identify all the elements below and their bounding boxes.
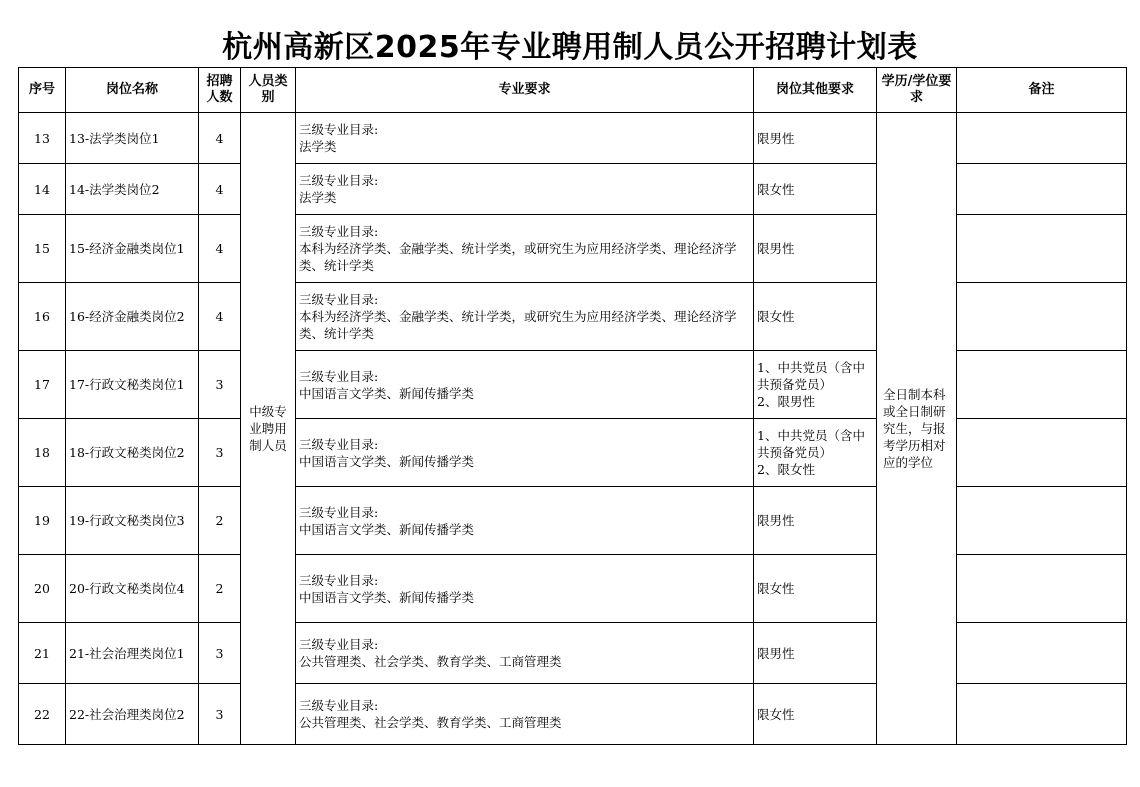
cell-count: 3 (199, 351, 241, 419)
cell-remark (957, 283, 1127, 351)
cell-major: 三级专业目录: 公共管理类、社会学类、教育学类、工商管理类 (296, 684, 754, 745)
table-header-row (19, 68, 1127, 113)
cell-post: 17-行政文秘类岗位1 (66, 351, 199, 419)
cell-count: 2 (199, 555, 241, 623)
table-row (19, 419, 1127, 487)
cell-seq: 13 (19, 113, 66, 164)
table-row (19, 164, 1127, 215)
cell-major: 三级专业目录: 中国语言文学类、新闻传播学类 (296, 419, 754, 487)
cell-count: 4 (199, 164, 241, 215)
page-title: 杭州高新区2025年专业聘用制人员公开招聘计划表 (222, 30, 918, 65)
table-row (19, 113, 1127, 164)
cell-seq: 14 (19, 164, 66, 215)
cell-count: 3 (199, 419, 241, 487)
cell-seq: 19 (19, 487, 66, 555)
cell-remark (957, 113, 1127, 164)
cell-post: 14-法学类岗位2 (66, 164, 199, 215)
cell-edu: 全日制本科或全日制研究生，与报考学历相对应的学位 (877, 113, 957, 745)
cell-major: 三级专业目录: 中国语言文学类、新闻传播学类 (296, 555, 754, 623)
cell-other: 限女性 (754, 283, 877, 351)
cell-other: 限女性 (754, 684, 877, 745)
cell-post: 13-法学类岗位1 (66, 113, 199, 164)
cell-seq: 17 (19, 351, 66, 419)
cell-remark (957, 351, 1127, 419)
cell-other: 限女性 (754, 555, 877, 623)
cell-seq: 22 (19, 684, 66, 745)
table-row (19, 623, 1127, 684)
cell-remark (957, 623, 1127, 684)
cell-post: 16-经济金融类岗位2 (66, 283, 199, 351)
cell-count: 3 (199, 684, 241, 745)
header-seq: 序号 (19, 68, 66, 113)
cell-other: 1、中共党员（含中共预备党员） 2、限女性 (754, 419, 877, 487)
cell-other: 限男性 (754, 487, 877, 555)
header-count: 招聘人数 (199, 68, 241, 113)
cell-post: 19-行政文秘类岗位3 (66, 487, 199, 555)
table-row (19, 487, 1127, 555)
cell-post: 21-社会治理类岗位1 (66, 623, 199, 684)
recruitment-plan-table (18, 67, 1127, 745)
cell-count: 3 (199, 623, 241, 684)
cell-count: 4 (199, 113, 241, 164)
cell-major: 三级专业目录: 法学类 (296, 113, 754, 164)
cell-remark (957, 419, 1127, 487)
cell-other: 限女性 (754, 164, 877, 215)
table-row (19, 555, 1127, 623)
header-major: 专业要求 (296, 68, 754, 113)
cell-major: 三级专业目录: 本科为经济学类、金融学类、统计学类，或研究生为应用经济学类、理论经济学类、统计学类 (296, 283, 754, 351)
cell-count: 4 (199, 283, 241, 351)
cell-post: 18-行政文秘类岗位2 (66, 419, 199, 487)
header-post: 岗位名称 (66, 68, 199, 113)
table-row (19, 351, 1127, 419)
cell-category: 中级专业聘用制人员 (241, 113, 296, 745)
cell-major: 三级专业目录: 公共管理类、社会学类、教育学类、工商管理类 (296, 623, 754, 684)
cell-remark (957, 215, 1127, 283)
cell-post: 20-行政文秘类岗位4 (66, 555, 199, 623)
header-remark: 备注 (957, 68, 1127, 113)
table-row (19, 684, 1127, 745)
cell-other: 限男性 (754, 215, 877, 283)
cell-count: 4 (199, 215, 241, 283)
cell-count: 2 (199, 487, 241, 555)
table-row (19, 215, 1127, 283)
cell-other: 1、中共党员（含中共预备党员） 2、限男性 (754, 351, 877, 419)
cell-seq: 21 (19, 623, 66, 684)
cell-seq: 15 (19, 215, 66, 283)
cell-seq: 20 (19, 555, 66, 623)
header-other: 岗位其他要求 (754, 68, 877, 113)
cell-remark (957, 555, 1127, 623)
cell-major: 三级专业目录: 中国语言文学类、新闻传播学类 (296, 487, 754, 555)
cell-major: 三级专业目录: 本科为经济学类、金融学类、统计学类，或研究生为应用经济学类、理论经济学类、统计学类 (296, 215, 754, 283)
header-category: 人员类别 (241, 68, 296, 113)
cell-major: 三级专业目录: 中国语言文学类、新闻传播学类 (296, 351, 754, 419)
cell-post: 22-社会治理类岗位2 (66, 684, 199, 745)
cell-other: 限男性 (754, 113, 877, 164)
cell-remark (957, 164, 1127, 215)
table-row (19, 283, 1127, 351)
cell-major: 三级专业目录: 法学类 (296, 164, 754, 215)
cell-seq: 16 (19, 283, 66, 351)
header-edu: 学历/学位要求 (877, 68, 957, 113)
cell-other: 限男性 (754, 623, 877, 684)
cell-seq: 18 (19, 419, 66, 487)
cell-remark (957, 684, 1127, 745)
cell-post: 15-经济金融类岗位1 (66, 215, 199, 283)
cell-remark (957, 487, 1127, 555)
